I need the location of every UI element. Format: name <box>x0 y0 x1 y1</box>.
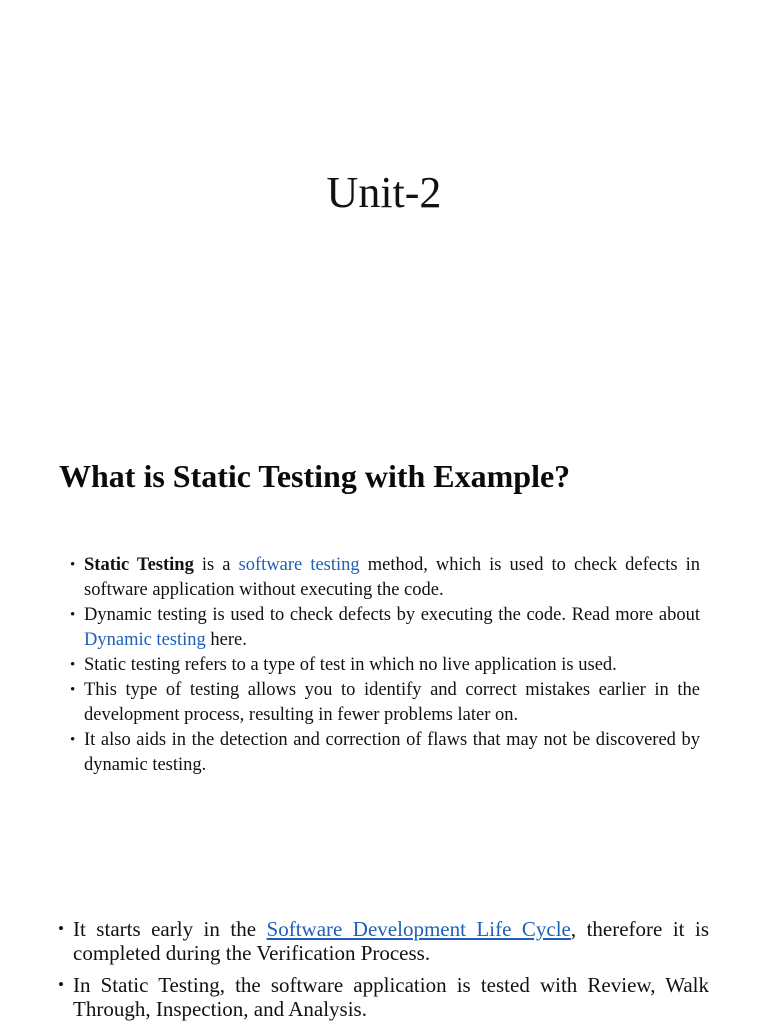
unit-title: Unit-2 <box>326 168 442 217</box>
list-item <box>58 973 709 1021</box>
bold-term: Static Testing <box>84 555 194 575</box>
bullet-text: It also aids in the detection and correction of flaws that may not be discovered by dynamic testing. <box>84 730 700 775</box>
bullet-dot: • <box>58 919 64 938</box>
title-slide <box>0 0 768 384</box>
sdlc-link[interactable]: Software Development Life Cycle <box>266 917 571 941</box>
bullet-dot: • <box>70 557 76 573</box>
bullet-text: here. <box>205 630 247 650</box>
bullet-dot: • <box>70 682 76 698</box>
bullet-dot: • <box>70 657 76 673</box>
bullet-text: method, which is used to check defects in software application without executing the code. <box>84 555 700 600</box>
bullet-text: It starts early in the <box>73 917 267 941</box>
slide-heading: What is Static Testing with Example? <box>59 458 571 494</box>
bullet-text: is a <box>193 555 239 575</box>
list-item <box>70 678 700 728</box>
bullet-list <box>70 553 700 778</box>
bullet-text: This type of testing allows you to identify and correct mistakes earlier in the development process, resulting in fewer problems later on. <box>84 680 700 725</box>
software-testing-link[interactable]: software testing <box>238 555 360 575</box>
list-item <box>70 728 700 778</box>
list-item <box>58 917 709 965</box>
bullet-text: , therefore it is completed during the Verification Process. <box>73 917 709 965</box>
list-item <box>70 553 700 603</box>
dynamic-testing-link[interactable]: Dynamic testing <box>84 630 206 650</box>
bullet-text: Dynamic testing is used to check defects by executing the code. Read more about <box>84 605 700 625</box>
bullet-dot: • <box>70 607 76 623</box>
bullet-dot: • <box>58 975 64 994</box>
sdlc-slide <box>0 868 768 1024</box>
list-item <box>70 653 700 678</box>
list-item <box>70 603 700 653</box>
static-testing-slide <box>0 384 768 868</box>
bullet-text: Static testing refers to a type of test in which no live application is used. <box>84 655 617 675</box>
bullet-list <box>58 917 709 1029</box>
bullet-dot: • <box>70 732 76 748</box>
bullet-text: In Static Testing, the software application is tested with Review, Walk Through, Inspection, and Analysis. <box>73 973 709 1021</box>
